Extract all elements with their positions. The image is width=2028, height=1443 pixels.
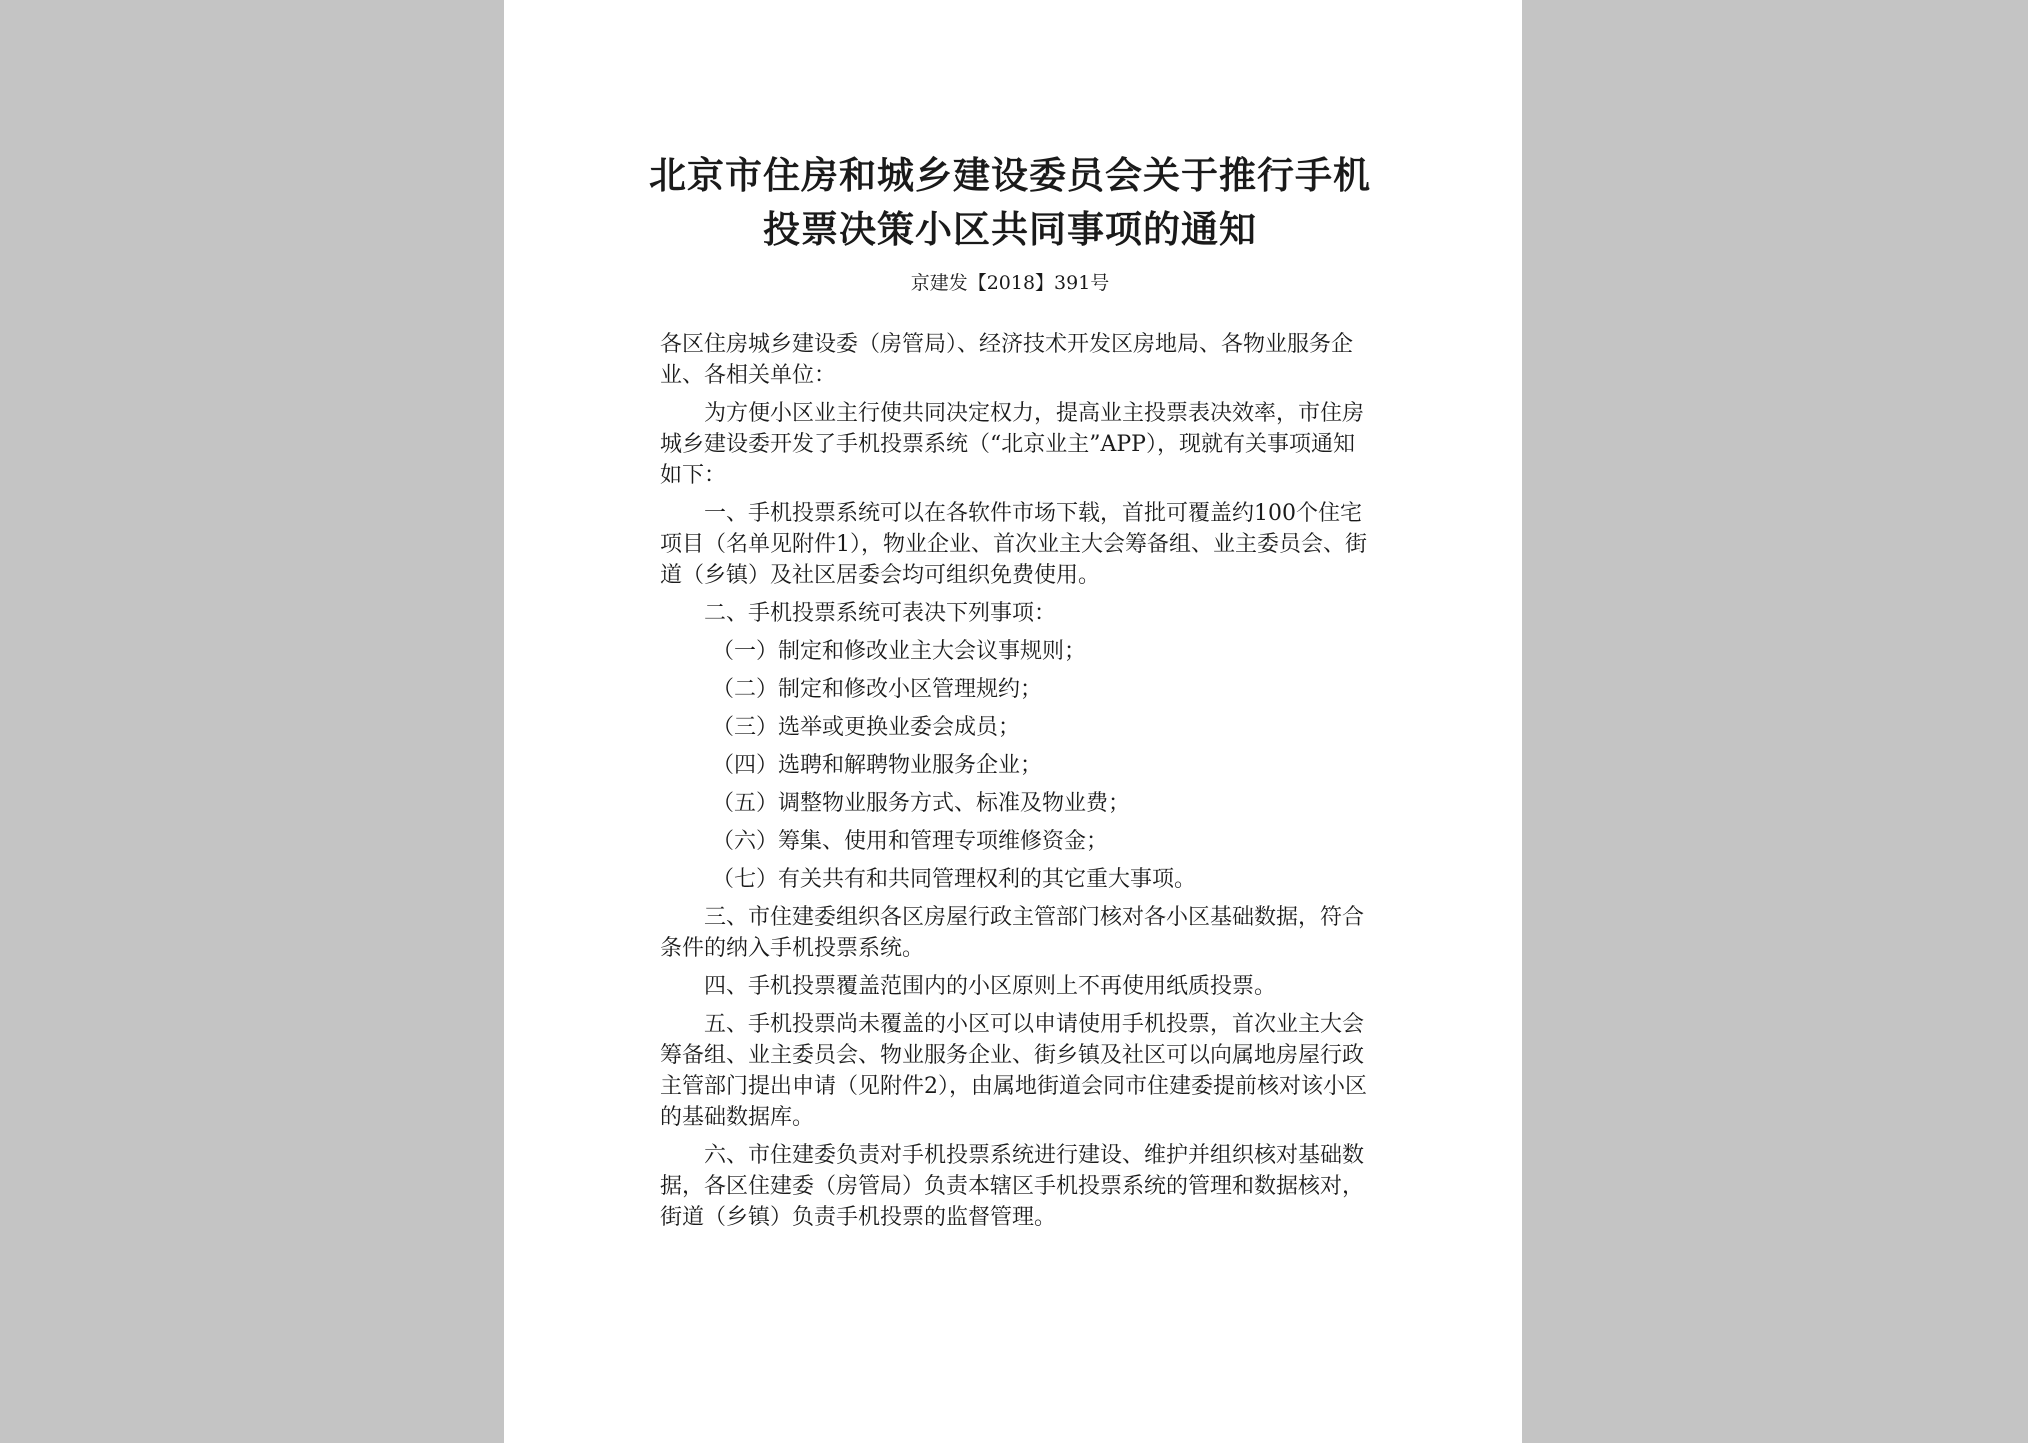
section-1: 一、手机投票系统可以在各软件市场下载，首批可覆盖约100个住宅项目（名单见附件1），物业企业、首次业主大会筹备组、业主委员会、街道（乡镇）及社区居委会均可组织免费使用。: [660, 501, 1367, 588]
section-2-item-2: （二）制定和修改小区管理规约；: [712, 677, 1043, 702]
section-2-item-5: （五）调整物业服务方式、标准及物业费；: [712, 791, 1131, 816]
addressee: 各区住房城乡建设委（房管局）、经济技术开发区房地局、各物业服务企业、各相关单位：: [660, 332, 1354, 388]
section-3: 三、市住建委组织各区房屋行政主管部门核对各小区基础数据，符合条件的纳入手机投票系统。: [660, 905, 1365, 961]
section-6: 六、市住建委负责对手机投票系统进行建设、维护并组织核对基础数据，各区住建委（房管局）负责本辖区手机投票系统的管理和数据核对，街道（乡镇）负责手机投票的监督管理。: [660, 1143, 1365, 1230]
section-2-item-3: （三）选举或更换业委会成员；: [712, 715, 1021, 740]
section-2-item-1: （一）制定和修改业主大会议事规则；: [712, 639, 1087, 664]
section-2: 二、手机投票系统可表决下列事项：: [704, 601, 1057, 626]
document-body: [660, 329, 1370, 1240]
intro-paragraph: 为方便小区业主行使共同决定权力，提高业主投票表决效率，市住房城乡建设委开发了手机投票系统（“北京业主”APP），现就有关事项通知如下：: [660, 401, 1365, 488]
section-4: 四、手机投票覆盖范围内的小区原则上不再使用纸质投票。: [704, 974, 1277, 999]
section-5: 五、手机投票尚未覆盖的小区可以申请使用手机投票，首次业主大会筹备组、业主委员会、物业服务企业、街乡镇及社区可以向属地房屋行政主管部门提出申请（见附件2），由属地街道会同市住建委提前核对该小区的基础数据库。: [660, 1012, 1367, 1130]
section-2-item-7: （七）有关共有和共同管理权利的其它重大事项。: [712, 867, 1197, 892]
document-number: 京建发【2018】391号: [910, 272, 1110, 294]
document-title: 北京市住房和城乡建设委员会关于推行手机投票决策小区共同事项的通知: [649, 153, 1371, 251]
section-2-item-4: （四）选聘和解聘物业服务企业；: [712, 753, 1043, 778]
section-2-item-6: （六）筹集、使用和管理专项维修资金；: [712, 829, 1109, 854]
